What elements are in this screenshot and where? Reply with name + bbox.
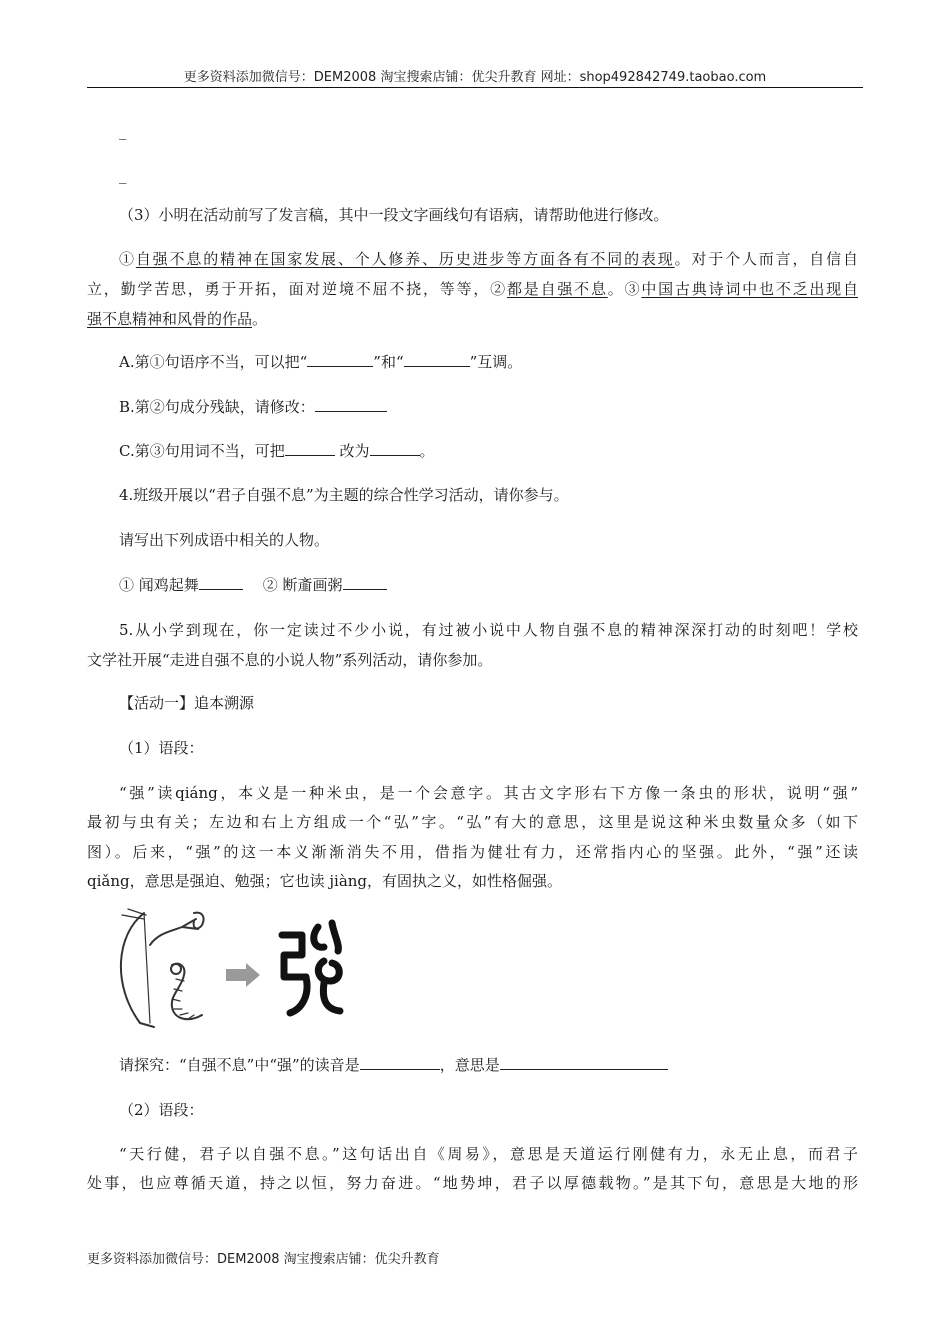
explore-prompt: 请探究：“自强不息”中“强”的读音是 ，意思是 <box>119 1055 668 1075</box>
q3-paragraph-line2: 立，勤学苦思，勇于开拓，面对逆境不屈不挠，等等，②都是自强不息。③中国古典诗词中也不乏出现自 <box>87 280 858 298</box>
section1-line1: “强”读qiáng，本义是一种米虫，是一个会意字。其古文字形右下方像一条虫的形状，说明“强” <box>119 784 858 802</box>
q5-line2: 文学社开展“走进自强不息的小说人物”系列活动，请你参加。 <box>87 651 493 669</box>
answer-blank[interactable] <box>307 352 373 367</box>
q4-items: ① 闻鸡起舞 ② 断齑画粥 <box>119 575 387 595</box>
arm-drawing <box>150 919 198 945</box>
answer-blank[interactable] <box>370 441 420 456</box>
section1-line4: qiǎng，意思是强迫、勉强；它也读 jiàng，有固执之义，如性格倔强。 <box>87 872 563 890</box>
section1-line3: 图）。后来，“强”的这一本义渐渐消失不用，借指为健壮有力，还常指内心的坚强。此外，“强”还读 <box>87 843 858 861</box>
answer-blank[interactable] <box>199 575 243 590</box>
q3-option-a: A.第①句语序不当，可以把“ ”和“ ”互调。 <box>119 353 523 371</box>
ancient-character-illustration <box>110 905 350 1035</box>
worm-drawing <box>172 964 202 1019</box>
q3-intro: （3）小明在活动前写了发言稿，其中一段文字画线句有语病，请帮助他进行修改。 <box>119 206 669 224</box>
arrow-icon <box>226 963 260 987</box>
q4-prompt: 请写出下列成语中相关的人物。 <box>119 531 330 549</box>
stray-mark: _ <box>119 122 127 140</box>
section1-label: （1）语段： <box>119 739 204 757</box>
section2-line1: “天行健，君子以自强不息。”这句话出自《周易》，意思是天道运行刚健有力，永无止息，而君子 <box>119 1145 858 1163</box>
q4-title: 4.班级开展以“君子自强不息”为主题的综合性学习活动，请你参与。 <box>119 486 569 504</box>
seal-character-drawing <box>282 923 340 1013</box>
section1-line2: 最初与虫有关；左边和右上方组成一个“弘”字。“弘”有大的意思，这里是说这种米虫数量众多（如下 <box>87 813 858 831</box>
answer-blank[interactable] <box>343 575 387 590</box>
q3-option-c: C.第③句用词不当，可把 改为 。 <box>119 442 435 460</box>
stray-mark: _ <box>119 166 127 184</box>
answer-blank[interactable] <box>500 1055 668 1070</box>
page-header: 更多资料添加微信号：DEM2008 淘宝搜索店铺：优尖升教育 网址：shop492842749.taobao.com <box>183 70 767 85</box>
q5-line1: 5.从小学到现在，你一定读过不少小说，有过被小说中人物自强不息的精神深深打动的时刻吧！学校 <box>119 621 858 639</box>
section2-line2: 处事，也应尊循天道，持之以恒，努力奋进。“地势坤，君子以厚德载物。”是其下句，意思是大地的形 <box>87 1174 858 1192</box>
answer-blank[interactable] <box>360 1055 440 1070</box>
answer-blank[interactable] <box>404 352 470 367</box>
q3-paragraph-line1: ①自强不息的精神在国家发展、个人修养、历史进步等方面各有不同的表现。对于个人而言，自信自 <box>119 250 858 268</box>
activity-heading: 【活动一】追本溯源 <box>119 694 255 712</box>
q3-option-b: B.第②句成分残缺，请修改： <box>119 397 387 417</box>
q3-paragraph-line3: 强不息精神和风骨的作品。 <box>87 310 268 328</box>
section2-label: （2）语段： <box>119 1101 204 1119</box>
bow-drawing <box>121 913 144 1023</box>
answer-blank[interactable] <box>285 441 335 456</box>
answer-blank[interactable] <box>315 397 387 412</box>
page-footer: 更多资料添加微信号：DEM2008 淘宝搜索店铺：优尖升教育 <box>87 1252 440 1267</box>
header-rule <box>87 87 863 88</box>
